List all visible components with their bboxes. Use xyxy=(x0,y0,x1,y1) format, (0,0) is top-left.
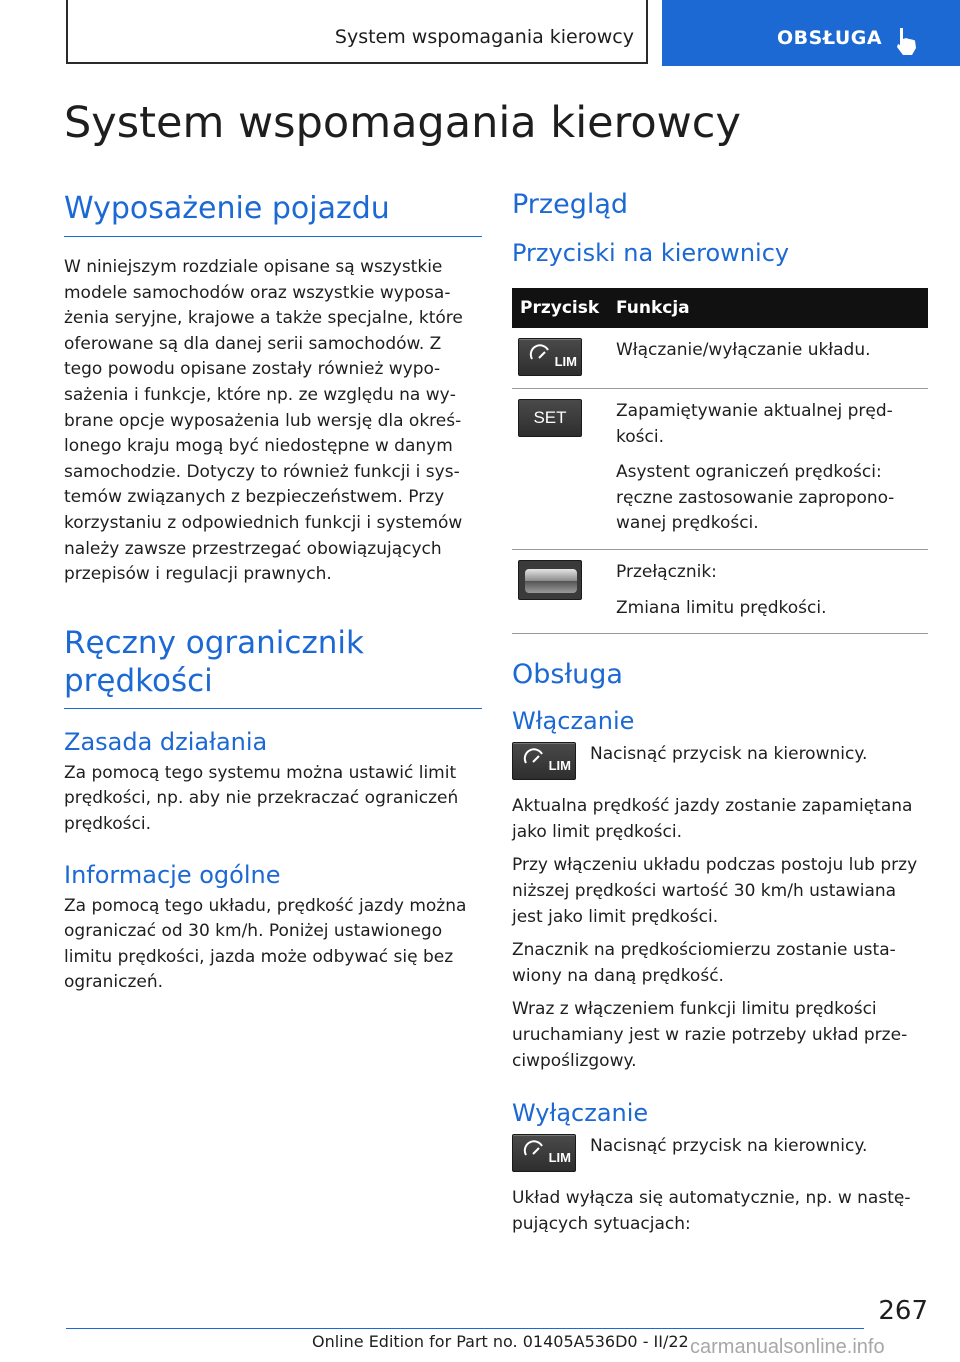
header-tab-label: OBSŁUGA xyxy=(777,27,883,49)
header-section-label: System wspomagania kierowcy xyxy=(334,26,634,48)
footer-rule xyxy=(66,1328,864,1329)
lim-label: LIM xyxy=(554,354,577,369)
limiter-heading: Ręczny ogranicznik prędkości xyxy=(64,624,482,709)
lim-button-icon xyxy=(512,742,576,780)
table-row xyxy=(512,328,928,389)
operation-heading: Obsługa xyxy=(512,659,623,691)
switch-off-heading: Wyłączanie xyxy=(512,1099,649,1128)
rocker-switch-icon xyxy=(518,560,582,600)
equipment-text: W niniejszym rozdziale opisane są wszystkie modele samochodów oraz wszystkie wyposażenia seryjne, krajowe a także specjalne, które oferowane są dla danej serii samochodów. Z tego powodu opisane zostały również wyposażenia i funkcje, które np. ze względu na wybrane opcje wyposażenia lub wersję dla określonego kraju mogą być niedostępne w danym samochodzie. Dotyczy to również funkcji i systemów związanych z bezpieczeństwem. Przy korzystaniu z odpowiednich funkcji i systemów należy zawsze przestrzegać obowiązujących przepisów i regulacji prawnych. xyxy=(64,257,463,585)
switch-on-text-1: Aktualna prędkość jazdy zostanie zapamiętana jako limit prędkości. xyxy=(512,796,913,842)
left-column xyxy=(64,190,482,996)
general-info-text: Za pomocą tego układu, prędkość jazdy można ograniczać od 30 km/h. Poniżej ustawionego limitu prędkości, jazda może odbywać się bez ograniczeń. xyxy=(64,895,467,993)
table-header-button: Przycisk xyxy=(520,298,600,318)
switch-off-text-1: Układ wyłącza się automatycznie, np. w następujących sytuacjach: xyxy=(512,1188,911,1234)
page-title: System wspomagania kierowcy xyxy=(64,98,741,148)
lim-button-icon xyxy=(518,338,582,376)
switch-on-instruction-text: Nacisnąć przycisk na kierownicy. xyxy=(590,744,868,765)
speedometer-icon xyxy=(523,1140,545,1158)
lim-label: LIM xyxy=(548,758,571,774)
switch-on-text-3: Znacznik na prędkościomierzu zostanie ustawiony na daną prędkość. xyxy=(512,940,896,986)
footer-edition: Online Edition for Part no. 01405A536D0 - II/22 xyxy=(312,1332,689,1351)
buttons-table xyxy=(512,288,928,634)
set-button-icon: SET xyxy=(518,399,582,437)
speedometer-icon xyxy=(523,748,545,766)
lim-button-icon xyxy=(512,1134,576,1172)
function-text: Przełącznik: xyxy=(616,561,717,582)
footer-watermark[interactable]: carmanualsonline.info xyxy=(690,1336,885,1358)
overview-heading: Przegląd xyxy=(512,189,629,220)
table-row xyxy=(512,549,928,633)
header-tab xyxy=(662,0,960,66)
switch-on-text-4: Wraz z włączeniem funkcji limitu prędkości uruchamiany jest w razie potrzeby układ przeciwpoślizgowy. xyxy=(512,999,908,1071)
principle-text: Za pomocą tego systemu można ustawić limit prędkości, np. aby nie przekraczać ograniczeń prędkości. xyxy=(64,762,459,834)
speedometer-icon xyxy=(529,344,551,362)
header-section-box xyxy=(66,0,648,64)
function-text: Asystent ograniczeń prędkości: ręczne zastosowanie zaproponowanej prędkości. xyxy=(616,462,895,534)
principle-heading: Zasada działania xyxy=(64,727,268,756)
function-text: Zmiana limitu prędkości. xyxy=(616,597,827,618)
steering-buttons-heading: Przyciski na kierownicy xyxy=(512,239,790,267)
table-row xyxy=(512,389,928,550)
table-header-row xyxy=(512,288,928,328)
lim-label: LIM xyxy=(548,1150,571,1166)
switch-on-text-2: Przy włączeniu układu podczas postoju lub przy niższej prędkości wartość 30 km/h ustawiana jest jako limit prędkości. xyxy=(512,855,918,927)
switch-off-instruction-text: Nacisnąć przycisk na kierownicy. xyxy=(590,1136,868,1157)
page-number: 267 xyxy=(878,1296,928,1326)
pointing-hand-icon xyxy=(894,26,920,56)
function-text: Włączanie/wyłączanie układu. xyxy=(616,340,871,360)
equipment-heading: Wyposażenie pojazdu xyxy=(64,190,482,237)
general-info-heading: Informacje ogólne xyxy=(64,860,281,889)
function-text: Zapamiętywanie aktualnej prędkości. xyxy=(616,401,893,447)
switch-on-heading: Włączanie xyxy=(512,707,635,736)
right-column xyxy=(512,186,928,1237)
switch-off-instruction xyxy=(512,1134,928,1172)
table-header-function: Funkcja xyxy=(616,298,690,318)
switch-on-instruction xyxy=(512,742,928,780)
